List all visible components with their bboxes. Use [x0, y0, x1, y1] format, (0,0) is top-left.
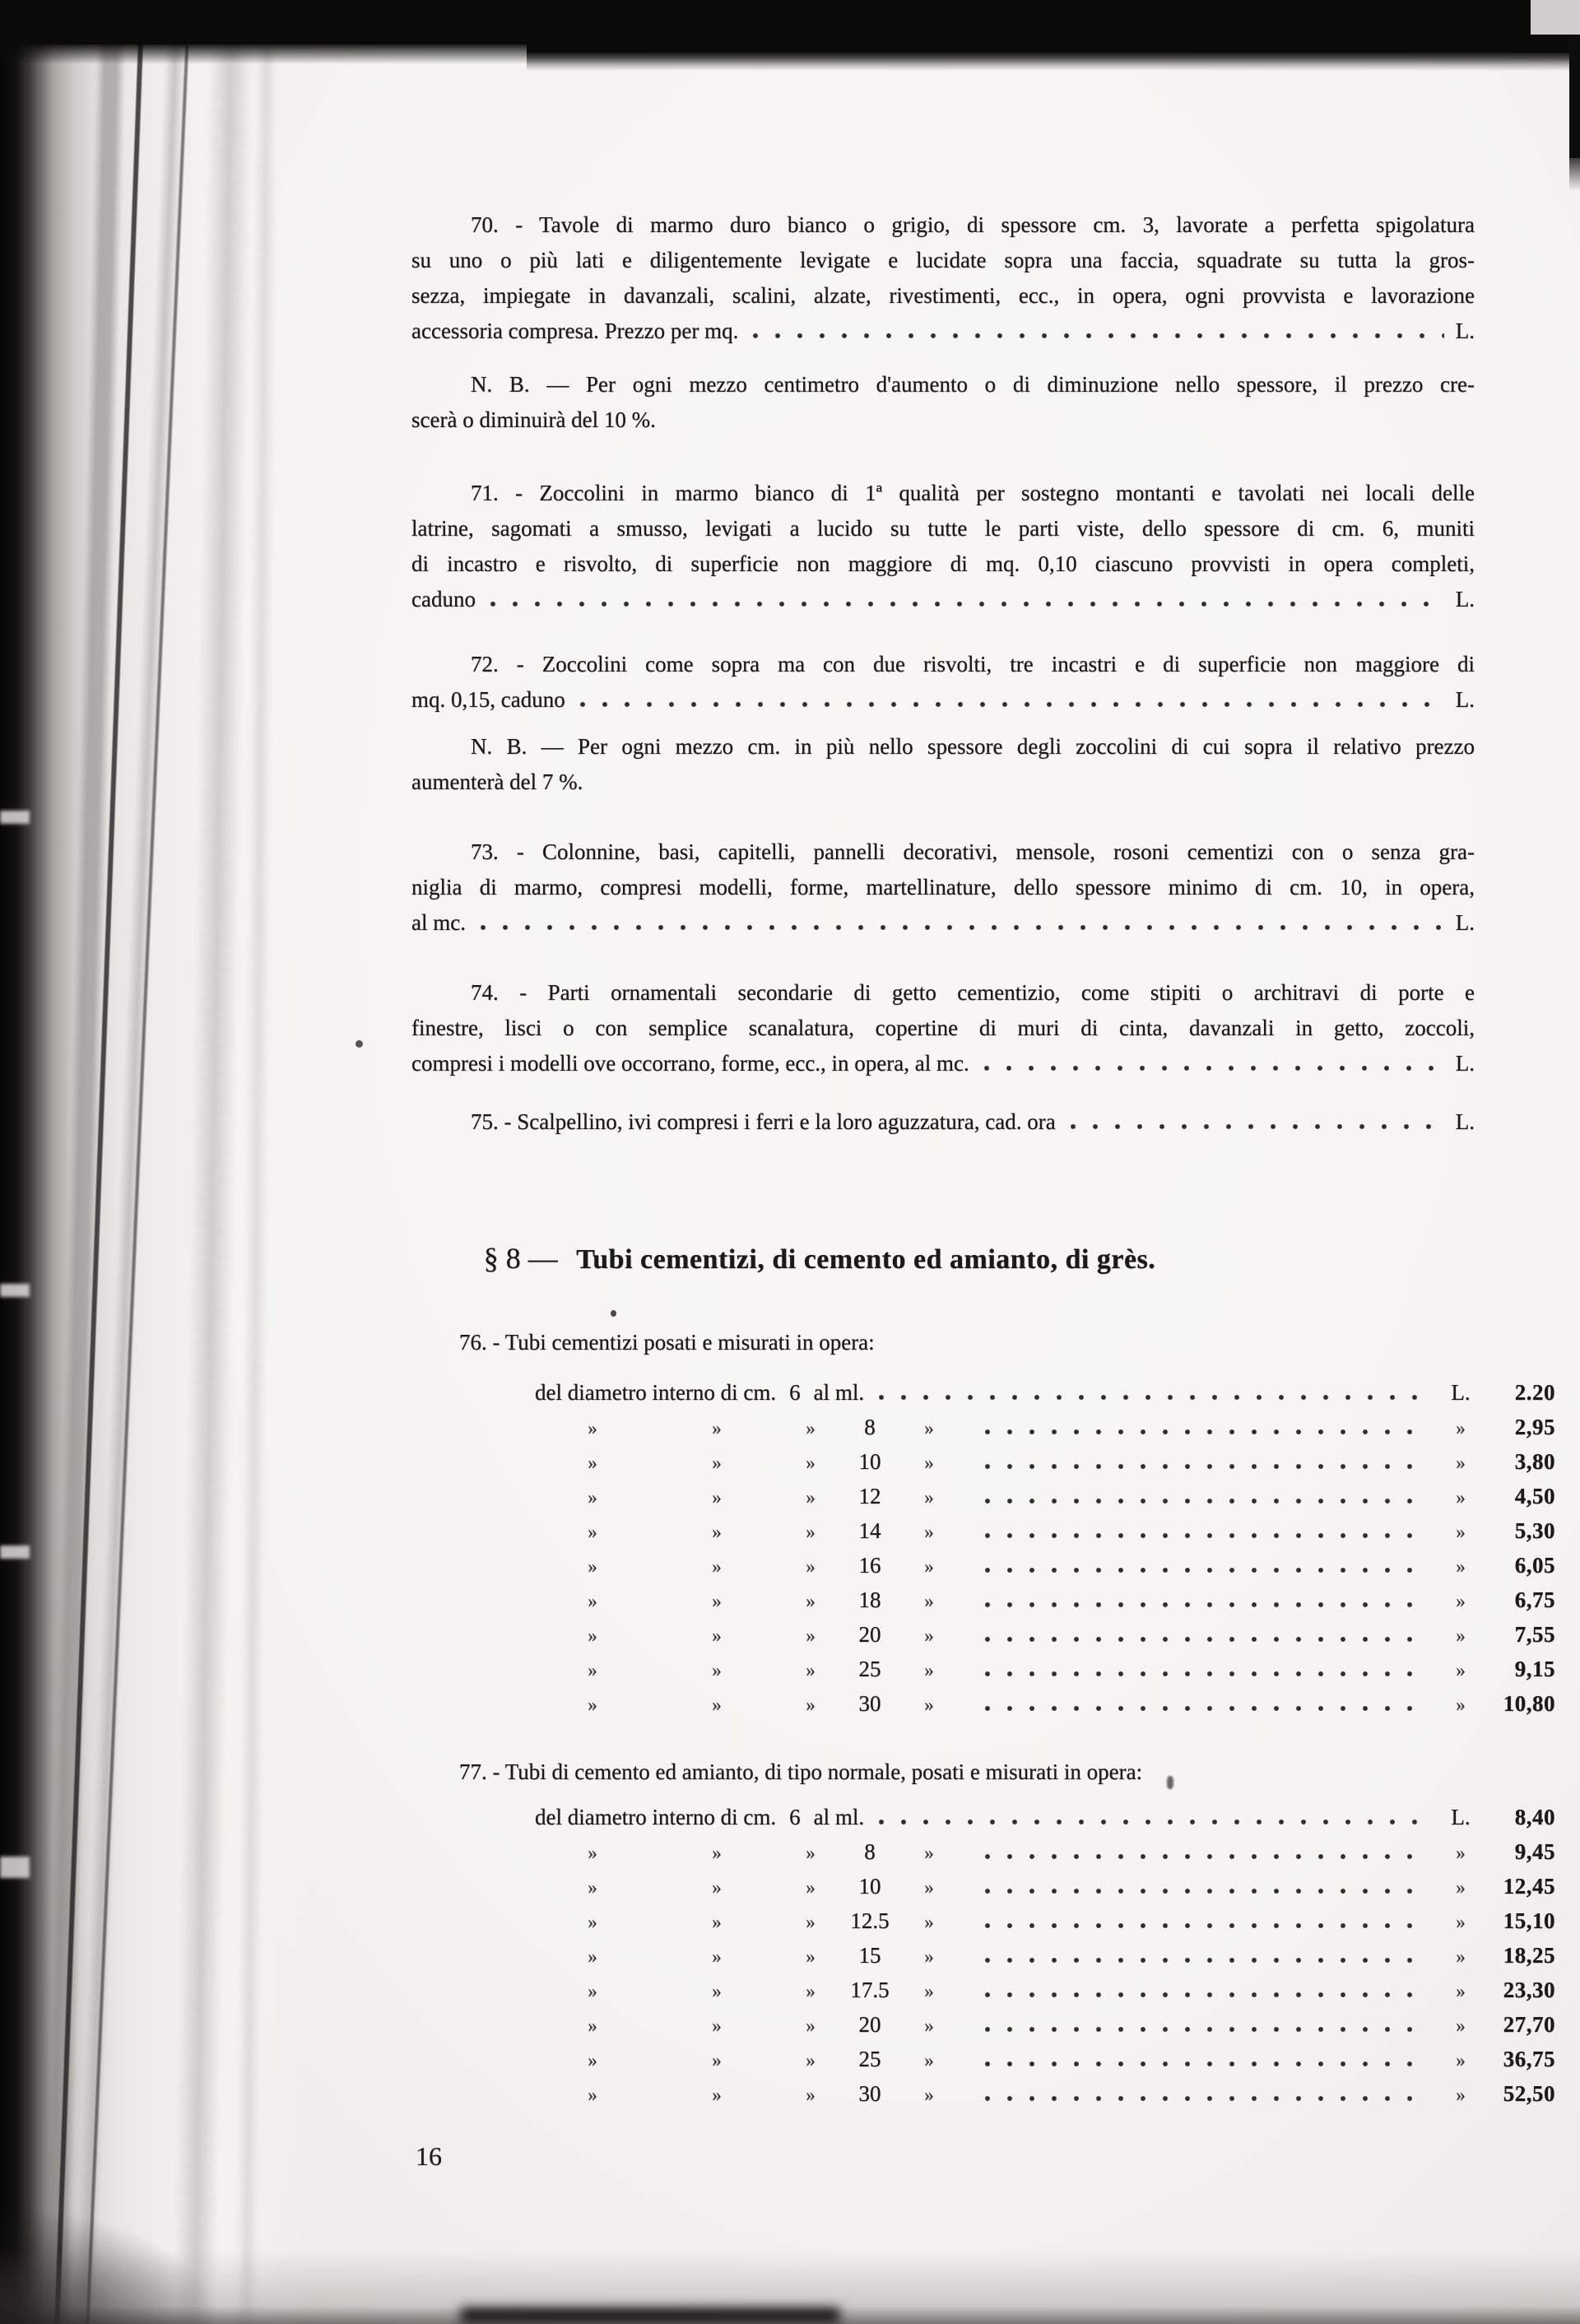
scan-bottom-smudge [461, 2308, 839, 2324]
ditto-mark: » [588, 1981, 597, 2001]
dot-leader [982, 1671, 1420, 1676]
ditto-mark: » [588, 1625, 597, 1646]
pipe-row [411, 1445, 1555, 1480]
price-item-72 [411, 647, 1475, 718]
price-line [411, 905, 1475, 941]
dot-leader [982, 1888, 1420, 1894]
nota-bene-2 [411, 729, 1475, 800]
dot-leader [876, 1394, 1430, 1400]
price-value: 6,05 [1514, 1553, 1555, 1578]
ditto-mark: » [1456, 1694, 1466, 1715]
dot-leader [750, 332, 1443, 338]
ditto-mark: » [588, 1694, 597, 1715]
diameter-value: 18 [858, 1587, 881, 1612]
pipe-row [411, 1514, 1555, 1549]
currency-label: L. [1451, 1380, 1471, 1405]
dot-leader [477, 924, 1444, 930]
ditto-mark: » [806, 1591, 816, 1611]
price-value: 2,95 [1514, 1415, 1555, 1439]
price-line-text: al mc. [411, 910, 466, 935]
pipe-row [411, 2077, 1555, 2112]
paragraph-line: N. B. — Per ogni mezzo centimetro d'aumento o di diminuzione nello spessore, il prezzo cre- [471, 372, 1475, 397]
ditto-mark: » [924, 1877, 934, 1898]
page-number: 16 [416, 2141, 442, 2171]
pipe-first-row [411, 1800, 1555, 1835]
pipe-row [411, 1411, 1555, 1445]
dot-leader [577, 701, 1444, 707]
ditto-mark: » [1456, 2085, 1466, 2105]
currency-label: L. [1455, 318, 1475, 343]
page-edge-gap [0, 811, 30, 824]
ditto-mark: » [806, 1843, 816, 1863]
price-item-70 [411, 207, 1475, 349]
ditto-mark: » [712, 1452, 722, 1473]
ditto-mark: » [712, 1912, 722, 1932]
diameter-value: 10 [858, 1449, 881, 1474]
dot-leader [982, 2026, 1420, 2032]
price-item-75 [411, 1104, 1475, 1140]
ditto-mark: » [712, 1487, 722, 1508]
price-line [411, 582, 1475, 617]
paragraph-line: 71. - Zoccolini in marmo bianco di 1ª qualità per sostegno montanti e tavolati nei locali delle [471, 481, 1475, 505]
pipe-row [411, 1583, 1555, 1618]
page-edge-streak [40, 0, 128, 2324]
ditto-mark: » [806, 1452, 816, 1473]
price-line-text: 75. - Scalpellino, ivi compresi i ferri e la loro aguzzatura, cad. ora [471, 1109, 1056, 1134]
book-page-edges-texture [0, 0, 313, 2324]
price-value: 5,30 [1514, 1518, 1555, 1543]
price-value: 15,10 [1503, 1908, 1555, 1933]
ditto-mark: » [1456, 1452, 1466, 1473]
ditto-mark: » [1456, 1487, 1466, 1508]
ditto-mark: » [712, 1591, 722, 1611]
ditto-mark: » [1456, 1660, 1466, 1680]
pipe-row [411, 1480, 1555, 1514]
ditto-mark: » [806, 1912, 816, 1932]
dot-leader [982, 1636, 1420, 1642]
ditto-mark: » [806, 2050, 816, 2071]
page-text-column [411, 0, 1555, 2112]
ditto-mark: » [588, 1452, 597, 1473]
price-value: 9,15 [1514, 1657, 1555, 1681]
ditto-mark: » [806, 2015, 816, 2036]
pipe-row [411, 2008, 1555, 2043]
dot-leader [982, 1957, 1420, 1963]
ditto-mark: » [588, 1660, 597, 1680]
currency-label: L. [1455, 910, 1475, 935]
price-value: 4,50 [1514, 1484, 1555, 1508]
pipe-price-table-76 [411, 1325, 1555, 1722]
dot-leader [982, 1922, 1420, 1928]
price-value: 2.20 [1514, 1380, 1555, 1405]
paragraph-line: 74. - Parti ornamentali secondarie di getto cementizio, come stipiti o architravi di porte e [471, 980, 1475, 1005]
diameter-value: 15 [858, 1943, 881, 1968]
currency-label: L. [1451, 1805, 1471, 1829]
diameter-value: 12 [858, 1484, 881, 1508]
price-line-text: compresi i modelli ove occorrano, forme, ecc., in opera, al mc. [411, 1051, 969, 1076]
ditto-mark: » [588, 1912, 597, 1932]
dot-leader [1067, 1123, 1444, 1129]
diameter-value: 30 [858, 1691, 881, 1716]
ditto-mark: » [1456, 1912, 1466, 1932]
unit-label: al ml. [813, 1805, 865, 1829]
ditto-mark: » [924, 1418, 934, 1439]
pipe-row [411, 1687, 1555, 1722]
ditto-mark: » [1456, 2050, 1466, 2071]
ditto-mark: » [806, 1625, 816, 1646]
price-value: 7,55 [1514, 1622, 1555, 1647]
ditto-mark: » [1456, 1591, 1466, 1611]
nota-bene-1 [411, 367, 1475, 438]
dot-leader [982, 1705, 1420, 1711]
ditto-mark: » [806, 1981, 816, 2001]
diameter-value: 12.5 [850, 1908, 890, 1933]
ditto-mark: » [588, 1556, 597, 1577]
ditto-mark: » [924, 1591, 934, 1611]
price-value: 27,70 [1503, 2012, 1555, 2037]
dot-leader [982, 1498, 1420, 1504]
diameter-value: 8 [864, 1839, 876, 1864]
unit-label: al ml. [813, 1380, 865, 1405]
scan-bottom-left-shadow [0, 2209, 214, 2324]
dot-leader [981, 1065, 1444, 1071]
price-line-text: accessoria compresa. Prezzo per mq. [411, 318, 739, 343]
ditto-mark: » [1456, 1843, 1466, 1863]
pipe-row [411, 1652, 1555, 1687]
ditto-mark: » [924, 1522, 934, 1542]
dot-leader [982, 1853, 1420, 1859]
ditto-mark: » [924, 2050, 934, 2071]
ditto-mark: » [712, 1556, 722, 1577]
ditto-mark: » [1456, 1522, 1466, 1542]
dot-leader [876, 1819, 1430, 1824]
dot-leader [982, 1532, 1420, 1538]
ditto-mark: » [712, 1418, 722, 1439]
ditto-mark: » [712, 1981, 722, 2001]
item-76-intro: 76. - Tubi cementizi posati e misurati in opera: [459, 1330, 875, 1355]
ditto-mark: » [924, 1625, 934, 1646]
ditto-mark: » [588, 1418, 597, 1439]
ditto-mark: » [712, 1625, 722, 1646]
pipe-price-table-77 [411, 1755, 1555, 2112]
ditto-mark: » [924, 1912, 934, 1932]
ditto-mark: » [588, 1843, 597, 1863]
paragraph-line: 73. - Colonnine, basi, capitelli, pannelli decorativi, mensole, rosoni cementizi con o senza gra- [471, 839, 1475, 864]
ditto-mark: » [712, 1660, 722, 1680]
diameter-value: 8 [864, 1415, 876, 1439]
dot-leader [982, 1567, 1420, 1573]
pipe-row [411, 1939, 1555, 1973]
ditto-mark: » [588, 1487, 597, 1508]
pipe-row [411, 1618, 1555, 1652]
item-77-intro: 77. - Tubi di cemento ed amianto, di tipo normale, posati e misurati in opera: [459, 1759, 1143, 1784]
ditto-mark: » [924, 1694, 934, 1715]
ditto-mark: » [712, 1877, 722, 1898]
section-8-heading [411, 1239, 1475, 1280]
pipe-row [411, 2043, 1555, 2077]
paragraph-line: su uno o più lati e diligentemente levigate e lucidate sopra una faccia, squadrate su tutta la gros- [411, 248, 1475, 272]
ditto-mark: » [1456, 1877, 1466, 1898]
paragraph-line: finestre, lisci o con semplice scanalatura, copertine di muri di cinta, davanzali in getto, zoccoli, [411, 1016, 1475, 1040]
diameter-value: 25 [858, 1657, 881, 1681]
ditto-mark: » [924, 1452, 934, 1473]
ditto-mark: » [806, 1487, 816, 1508]
price-value: 9,45 [1514, 1839, 1555, 1864]
price-line [411, 1046, 1475, 1081]
dot-leader [982, 1601, 1420, 1607]
section-number: § 8 — [483, 1242, 558, 1275]
currency-label: L. [1455, 587, 1475, 611]
page-edge-gap [0, 1857, 30, 1878]
diameter-label: del diametro interno di cm. [535, 1380, 777, 1405]
currency-label: L. [1455, 1109, 1475, 1134]
page-edge-gap [0, 1545, 30, 1559]
diameter-label: del diametro interno di cm. [535, 1805, 777, 1829]
scan-right-edge-shadow [1569, 35, 1580, 158]
ditto-mark: » [1456, 1946, 1466, 1967]
ditto-mark: » [924, 2015, 934, 2036]
price-value: 36,75 [1503, 2047, 1555, 2071]
paragraph-line: sezza, impiegate in davanzali, scalini, alzate, rivestimenti, ecc., in opera, ogni provvista e lavorazione [411, 283, 1475, 308]
ditto-mark: » [924, 1660, 934, 1680]
pipe-first-row [411, 1375, 1555, 1411]
dot-leader [487, 601, 1444, 607]
pipe-row [411, 1549, 1555, 1583]
pipe-row [411, 1973, 1555, 2008]
ditto-mark: » [924, 1843, 934, 1863]
diameter-value: 6 [789, 1380, 801, 1405]
paragraph-line: latrine, sagomati a smusso, levigati a lucido su tutte le parti viste, dello spessore di cm. 6, muniti [411, 516, 1475, 541]
paragraph-line: 72. - Zoccolini come sopra ma con due risvolti, tre incastri e di superficie non maggiore di [471, 652, 1475, 676]
ditto-mark: » [588, 1877, 597, 1898]
pipe-row [411, 1835, 1555, 1870]
price-item-73 [411, 834, 1475, 941]
ditto-mark: » [806, 2085, 816, 2105]
diameter-value: 17.5 [850, 1978, 890, 2002]
diameter-value: 10 [858, 1874, 881, 1899]
dot-leader [982, 2095, 1420, 2101]
ditto-mark: » [712, 1694, 722, 1715]
price-value: 6,75 [1514, 1587, 1555, 1612]
ditto-mark: » [712, 1843, 722, 1863]
ditto-mark: » [806, 1556, 816, 1577]
dot-leader [982, 2061, 1420, 2066]
diameter-value: 6 [789, 1805, 801, 1829]
ditto-mark: » [588, 1522, 597, 1542]
price-value: 52,50 [1503, 2081, 1555, 2106]
diameter-value: 20 [858, 1622, 881, 1647]
ditto-mark: » [806, 1660, 816, 1680]
price-line-text: mq. 0,15, caduno [411, 687, 565, 712]
currency-label: L. [1455, 1051, 1475, 1076]
ditto-mark: » [712, 1946, 722, 1967]
diameter-value: 25 [858, 2047, 881, 2071]
ditto-mark: » [1456, 1556, 1466, 1577]
price-line-text: caduno [411, 587, 476, 611]
price-value: 8,40 [1514, 1805, 1555, 1829]
pipe-row [411, 1904, 1555, 1939]
ditto-mark: » [924, 1981, 934, 2001]
dot-leader [982, 1429, 1420, 1434]
ditto-mark: » [806, 1418, 816, 1439]
ditto-mark: » [712, 2085, 722, 2105]
price-item-74 [411, 975, 1475, 1081]
ditto-mark: » [712, 1522, 722, 1542]
ditto-mark: » [924, 2085, 934, 2105]
ditto-mark: » [806, 1694, 816, 1715]
price-value: 12,45 [1503, 1874, 1555, 1899]
section-title: Tubi cementizi, di cemento ed amianto, di grès. [576, 1244, 1156, 1275]
paragraph-line: scerà o diminuirà del 10 %. [411, 407, 656, 432]
diameter-value: 16 [858, 1553, 881, 1578]
ditto-mark: » [1456, 1418, 1466, 1439]
ditto-mark: » [588, 1591, 597, 1611]
ditto-mark: » [712, 2050, 722, 2071]
ditto-mark: » [588, 2050, 597, 2071]
ditto-mark: » [588, 2015, 597, 2036]
ditto-mark: » [806, 1877, 816, 1898]
diameter-value: 20 [858, 2012, 881, 2037]
price-value: 10,80 [1503, 1691, 1555, 1716]
ditto-mark: » [712, 2015, 722, 2036]
currency-label: L. [1455, 687, 1475, 712]
price-line [411, 1104, 1475, 1140]
dot-leader [982, 1463, 1420, 1469]
paragraph-line: N. B. — Per ogni mezzo cm. in più nello spessore degli zoccolini di cui sopra il relativo prezzo [471, 734, 1475, 759]
ditto-mark: » [924, 1487, 934, 1508]
ditto-mark: » [1456, 1625, 1466, 1646]
paragraph-line: di incastro e risvolto, di superficie non maggiore di mq. 0,10 ciascuno provvisti in opera completi, [411, 551, 1475, 576]
paragraph-line: niglia di marmo, compresi modelli, forme, martellinature, dello spessore minimo di cm. 10, in opera, [411, 875, 1475, 899]
paragraph-line: aumenterà del 7 %. [411, 769, 583, 794]
price-line [411, 314, 1475, 349]
price-line [411, 682, 1475, 718]
diameter-value: 30 [858, 2081, 881, 2106]
price-value: 3,80 [1514, 1449, 1555, 1474]
dot-leader [982, 1992, 1420, 1997]
ditto-mark: » [806, 1946, 816, 1967]
ditto-mark: » [806, 1522, 816, 1542]
price-value: 23,30 [1503, 1978, 1555, 2002]
pipe-row [411, 1870, 1555, 1904]
diameter-value: 14 [858, 1518, 881, 1543]
page-edge-gap [0, 1284, 30, 1297]
price-item-71 [411, 476, 1475, 617]
ditto-mark: » [924, 1556, 934, 1577]
paragraph-line: 70. - Tavole di marmo duro bianco o grigio, di spessore cm. 3, lavorate a perfetta spigolatura [471, 212, 1475, 237]
price-value: 18,25 [1503, 1943, 1555, 1968]
ditto-mark: » [924, 1946, 934, 1967]
ditto-mark: » [588, 1946, 597, 1967]
ditto-mark: » [1456, 2015, 1466, 2036]
ditto-mark: » [588, 2085, 597, 2105]
ink-speck [356, 1040, 363, 1048]
ditto-mark: » [1456, 1981, 1466, 2001]
